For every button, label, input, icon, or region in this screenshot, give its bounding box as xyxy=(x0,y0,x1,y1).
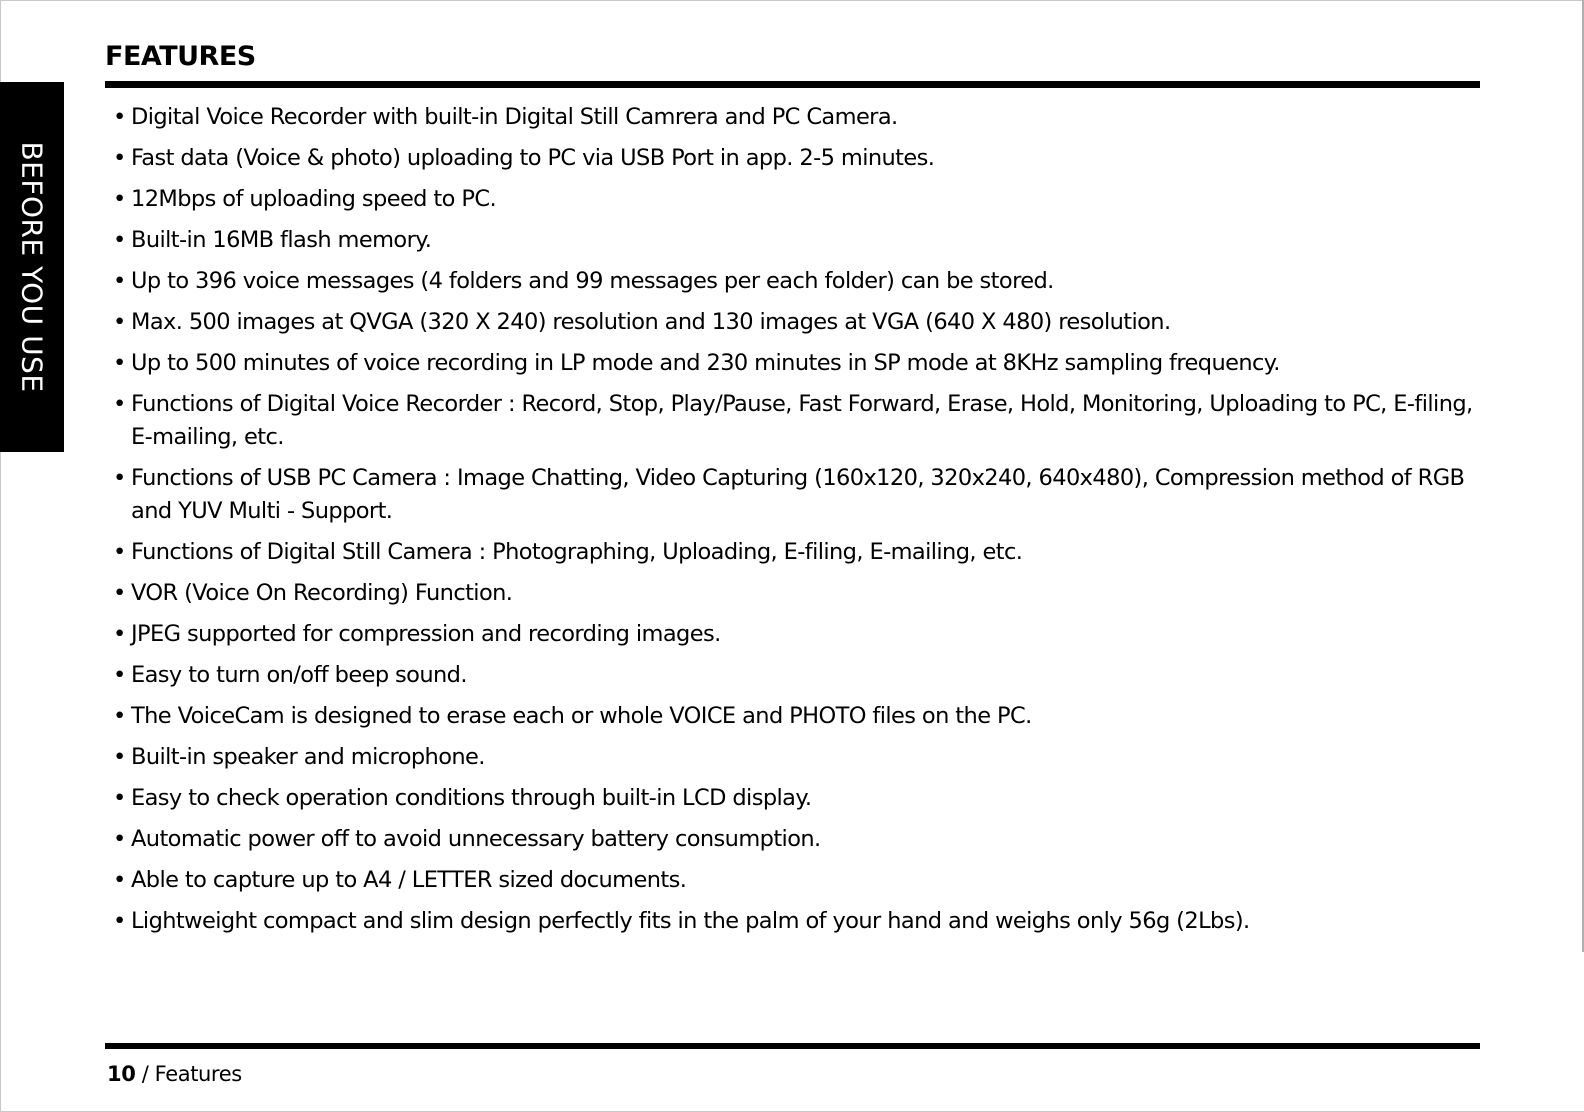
feature-item xyxy=(113,265,1473,298)
feature-item xyxy=(113,577,1473,610)
feature-text: Lightweight compact and slim design perfectly fits in the palm of your hand and weighs only 56g (2Lbs). xyxy=(131,908,1250,934)
feature-item xyxy=(113,659,1473,692)
feature-item xyxy=(113,183,1473,216)
feature-item xyxy=(113,306,1473,339)
bullet-icon: • xyxy=(113,867,126,893)
footer-separator: / xyxy=(135,1062,155,1086)
footer-rule xyxy=(105,1043,1480,1049)
bullet-icon: • xyxy=(113,104,126,130)
feature-text: Easy to check operation conditions through built-in LCD display. xyxy=(131,785,812,811)
bullet-icon: • xyxy=(113,744,126,770)
bullet-icon: • xyxy=(113,580,126,606)
feature-text: Functions of Digital Voice Recorder : Record, Stop, Play/Pause, Fast Forward, Erase, Hold, Monitoring, Uploading to PC, E-filing, E-mailing, etc. xyxy=(131,391,1473,450)
bullet-icon: • xyxy=(113,391,126,417)
feature-item xyxy=(113,224,1473,257)
side-tab xyxy=(0,82,64,452)
feature-item xyxy=(113,618,1473,651)
bullet-icon: • xyxy=(113,621,126,647)
feature-item xyxy=(113,101,1473,134)
feature-text: Built-in 16MB flash memory. xyxy=(131,227,432,253)
bullet-icon: • xyxy=(113,908,126,934)
feature-text: JPEG supported for compression and recording images. xyxy=(131,621,721,647)
feature-text: Able to capture up to A4 / LETTER sized documents. xyxy=(131,867,687,893)
bullet-icon: • xyxy=(113,785,126,811)
feature-text: Digital Voice Recorder with built-in Digital Still Camrera and PC Camera. xyxy=(131,104,898,130)
feature-item xyxy=(113,905,1473,938)
feature-text: Max. 500 images at QVGA (320 X 240) resolution and 130 images at VGA (640 X 480) resolution. xyxy=(131,309,1171,335)
feature-list xyxy=(113,101,1473,946)
feature-text: Automatic power off to avoid unnecessary battery consumption. xyxy=(131,826,821,852)
feature-text: 12Mbps of uploading speed to PC. xyxy=(131,186,496,212)
side-tab-label: BEFORE YOU USE xyxy=(15,141,49,393)
bullet-icon: • xyxy=(113,539,126,565)
feature-item xyxy=(113,782,1473,815)
feature-item xyxy=(113,536,1473,569)
bullet-icon: • xyxy=(113,703,126,729)
feature-text: Up to 396 voice messages (4 folders and 99 messages per each folder) can be stored. xyxy=(131,268,1054,294)
bullet-icon: • xyxy=(113,662,126,688)
bullet-icon: • xyxy=(113,145,126,171)
feature-item xyxy=(113,462,1473,528)
page-footer xyxy=(107,1062,242,1086)
bullet-icon: • xyxy=(113,268,126,294)
bullet-icon: • xyxy=(113,465,126,491)
bullet-icon: • xyxy=(113,309,126,335)
bullet-icon: • xyxy=(113,186,126,212)
page-heading: FEATURES xyxy=(105,41,256,72)
feature-item xyxy=(113,741,1473,774)
feature-item xyxy=(113,388,1473,454)
feature-item xyxy=(113,142,1473,175)
feature-text: Functions of Digital Still Camera : Photographing, Uploading, E-filing, E-mailing, etc. xyxy=(131,539,1023,565)
feature-item xyxy=(113,347,1473,380)
feature-text: Easy to turn on/off beep sound. xyxy=(131,662,467,688)
bullet-icon: • xyxy=(113,826,126,852)
bullet-icon: • xyxy=(113,227,126,253)
feature-text: VOR (Voice On Recording) Function. xyxy=(131,580,513,606)
feature-item xyxy=(113,700,1473,733)
page-number: 10 xyxy=(107,1062,136,1086)
footer-section: Features xyxy=(154,1062,242,1086)
feature-item xyxy=(113,823,1473,856)
feature-text: The VoiceCam is designed to erase each or whole VOICE and PHOTO files on the PC. xyxy=(131,703,1032,729)
feature-text: Fast data (Voice & photo) uploading to PC via USB Port in app. 2-5 minutes. xyxy=(131,145,935,171)
feature-text: Up to 500 minutes of voice recording in LP mode and 230 minutes in SP mode at 8KHz sampling frequency. xyxy=(131,350,1280,376)
feature-item xyxy=(113,864,1473,897)
feature-text: Functions of USB PC Camera : Image Chatting, Video Capturing (160x120, 320x240, 640x480), Compression method of RGB and YUV Multi - Support. xyxy=(131,465,1465,524)
feature-text: Built-in speaker and microphone. xyxy=(131,744,485,770)
bullet-icon: • xyxy=(113,350,126,376)
heading-rule xyxy=(105,81,1480,88)
